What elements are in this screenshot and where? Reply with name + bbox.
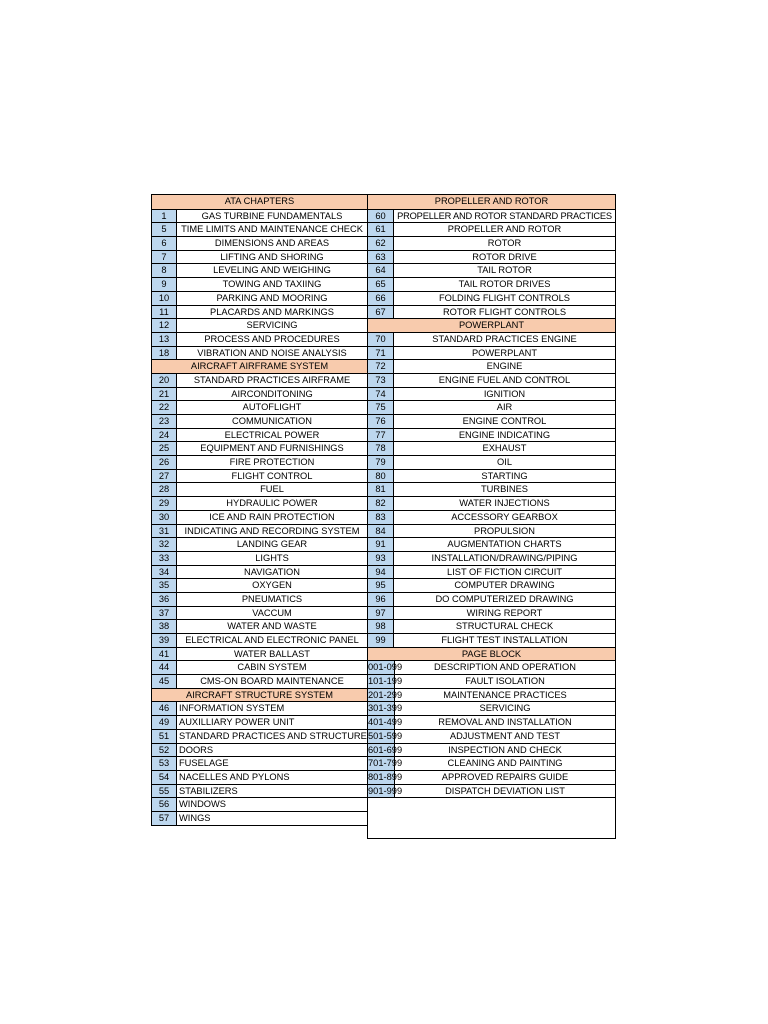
chapter-row [152,400,367,414]
chapter-title: PROPELLER AND ROTOR [447,224,562,235]
chapter-title: LIFTING AND SHORING [220,251,324,262]
chapter-number: 94 [368,566,394,579]
chapter-number: 60 [368,210,394,223]
chapter-title: WIRING REPORT [466,607,543,618]
chapter-row [368,701,615,715]
chapter-title: REMOVAL AND INSTALLATION [438,717,572,728]
chapter-row [152,729,367,743]
chapter-number: 54 [152,771,177,784]
chapter-title: SERVICING [479,703,531,714]
chapter-row [152,784,367,798]
chapter-title: PLACARDS AND MARKINGS [210,306,334,317]
chapter-number: 46 [152,702,177,715]
chapter-row [368,346,615,360]
chapter-number: 95 [368,579,394,592]
chapter-title: PROPELLER AND ROTOR STANDARD PRACTICES [397,210,612,221]
chapter-row [368,455,615,469]
chapter-title: PROCESS AND PROCEDURES [204,333,340,344]
chapter-title: CMS-ON BOARD MAINTENANCE [200,676,344,687]
chapter-title: VIBRATION AND NOISE ANALYSIS [197,347,347,358]
chapter-number: 25 [152,442,177,455]
chapter-row [368,633,615,647]
chapter-number: 62 [368,237,394,250]
chapter-title: ROTOR FLIGHT CONTROLS [442,306,567,317]
chapter-row [368,688,615,702]
chapter-row [152,701,367,715]
chapter-title: STANDARD PRACTICES AIRFRAME [193,374,351,385]
chapter-title: AIRCONDITONING [231,388,313,399]
chapter-title: STABILIZERS [179,785,238,796]
chapter-number: 45 [152,675,177,688]
section-header-label: ATA CHAPTERS [224,196,295,206]
chapter-row [368,756,615,770]
chapter-number: 79 [368,456,394,469]
chapter-row [368,729,615,743]
chapter-row [152,811,367,825]
chapter-number: 38 [152,620,177,633]
chapter-row [152,797,367,811]
chapter-title: ENGINE FUEL AND CONTROL [438,374,571,385]
chapter-row [368,222,615,236]
chapter-number: 66 [368,292,394,305]
chapter-number: 36 [152,593,177,606]
chapter-title: EXHAUST [482,443,527,454]
chapter-title: STARTING [481,470,528,481]
chapter-title: LANDING GEAR [236,539,308,550]
chapter-number: 29 [152,497,177,510]
chapter-title: OXYGEN [252,580,292,591]
chapter-title: WATER INJECTIONS [459,498,550,509]
chapter-row [152,551,367,565]
chapter-number: 49 [152,716,177,729]
chapter-row [368,209,615,223]
chapter-title: PARKING AND MOORING [216,292,328,303]
chapter-row [152,565,367,579]
chapter-row [152,428,367,442]
chapter-row [368,660,615,674]
chapter-row [368,715,615,729]
chapter-title: TAIL ROTOR [477,265,532,276]
chapter-number: 57 [152,812,177,825]
chapter-row [152,414,367,428]
section-header [368,647,615,661]
chapter-row [368,263,615,277]
chapter-number: 74 [368,388,394,401]
chapter-number: 31 [152,525,177,538]
chapter-row [152,578,367,592]
chapter-number: 10 [152,292,177,305]
chapter-row [368,359,615,373]
chapter-title: WINGS [179,812,211,823]
chapter-title: ENGINE [486,361,523,372]
chapter-number: 97 [368,607,394,620]
chapter-title: AUTOFLIGHT [242,402,302,413]
section-header-label: PAGE BLOCK [461,648,522,659]
chapter-title: ENGINE INDICATING [458,429,551,440]
section-header [368,195,615,209]
chapter-title: TOWING AND TAXIING [222,279,322,290]
chapter-number: 56 [152,798,177,811]
chapter-row [368,441,615,455]
chapter-number: 78 [368,442,394,455]
chapter-title: DO COMPUTERIZED DRAWING [435,593,574,604]
section-header-label: POWERPLANT [458,320,525,331]
chapter-title: HYDRAULIC POWER [226,498,318,509]
chapter-title: NACELLES AND PYLONS [179,771,290,782]
chapter-number: 70 [368,333,394,346]
chapter-row [368,236,615,250]
chapter-title: OIL [497,457,512,468]
chapter-number: 28 [152,483,177,496]
chapter-title: POWERPLANT [471,347,538,358]
chapter-title: INFORMATION SYSTEM [179,703,285,714]
chapter-title: DIMENSIONS AND AREAS [214,238,330,249]
chapter-number: 39 [152,634,177,647]
chapter-row [368,482,615,496]
chapter-title: FAULT ISOLATION [465,676,545,687]
chapter-row [152,715,367,729]
chapter-title: COMPUTER DRAWING [454,580,555,591]
chapter-row [152,592,367,606]
chapter-row [152,332,367,346]
chapter-number: 22 [152,401,177,414]
chapter-title: DESCRIPTION AND OPERATION [434,662,576,673]
chapter-row [152,510,367,524]
chapter-number: 75 [368,401,394,414]
chapter-title: TAIL ROTOR DRIVES [458,279,551,290]
chapter-title: TURBINES [480,484,528,495]
chapter-row [368,565,615,579]
chapter-number: 27 [152,470,177,483]
chapter-row [368,387,615,401]
chapter-row [152,250,367,264]
chapter-number: 30 [152,511,177,524]
chapter-row [152,318,367,332]
chapter-row [152,674,367,688]
chapter-title: STRUCTURAL CHECK [455,621,554,632]
chapter-title: FUEL [260,484,284,495]
chapter-number: 9 [152,278,177,291]
chapter-number: 77 [368,429,394,442]
chapter-number: 5 [152,223,177,236]
chapter-row [152,469,367,483]
chapter-row [152,743,367,757]
chapter-title: ELECTRICAL AND ELECTRONIC PANEL [185,635,359,645]
chapter-number: 44 [152,661,177,674]
chapter-number: 55 [152,785,177,798]
chapter-row [152,455,367,469]
chapter-row [152,236,367,250]
chapter-row [152,441,367,455]
chapter-title: EQUIPMENT AND FURNISHINGS [200,443,344,454]
chapter-number: 34 [152,566,177,579]
chapter-number: 101-199 [368,676,403,687]
chapter-number: 83 [368,511,394,524]
chapter-title: COMMUNICATION [232,416,312,426]
chapter-title: AIR [496,402,513,413]
chapter-title: WATER AND WASTE [227,621,317,632]
chapter-number: 82 [368,497,394,510]
chapter-row [152,770,367,784]
chapter-number: 52 [152,744,177,757]
chapter-number: 901-999 [368,785,403,796]
chapter-number: 301-399 [368,703,403,714]
chapter-row [152,263,367,277]
chapter-title: FOLDING FLIGHT CONTROLS [438,292,571,303]
section-header [152,688,367,702]
chapter-title: SERVICING [246,320,298,331]
chapter-title: PROPULSION [474,525,535,536]
chapter-row [152,373,367,387]
chapter-row [152,305,367,319]
chapter-row [368,469,615,483]
chapter-number: 701-799 [368,758,403,769]
chapter-number: 91 [368,538,394,551]
chapter-title: WATER BALLAST [234,648,310,659]
chapter-title: LEVELING AND WEIGHING [213,265,331,276]
chapter-row [152,647,367,661]
chapter-number: 63 [368,251,394,264]
chapter-title: LIGHTS [255,552,289,563]
chapter-row [152,387,367,401]
chapter-row [368,619,615,633]
chapter-row [368,537,615,551]
chapter-number: 26 [152,456,177,469]
chapter-row [152,756,367,770]
chapter-title: STANDARD PRACTICES ENGINE [432,333,577,344]
chapter-row [368,373,615,387]
chapter-row [152,277,367,291]
chapter-title: ROTOR [487,238,522,249]
chapter-title: AUGMENTATION CHARTS [447,539,562,550]
chapter-row [368,291,615,305]
section-header [368,318,615,332]
chapter-row [368,332,615,346]
chapter-number: 96 [368,593,394,606]
chapter-title: FLIGHT TEST INSTALLATION [441,635,568,645]
empty-cell [368,797,615,838]
chapter-row [152,633,367,647]
chapter-number: 11 [152,306,177,319]
chapter-title: ELECTRICAL POWER [224,429,320,440]
chapter-number: 73 [368,374,394,387]
chapter-title: IGNITION [483,388,526,399]
chapter-number: 53 [152,757,177,770]
chapter-number: 81 [368,483,394,496]
chapter-title: WINDOWS [179,799,226,810]
chapter-number: 1 [152,210,177,223]
chapter-title: DISPATCH DEVIATION LIST [445,785,565,796]
chapter-title: INDICATING AND RECORDING SYSTEM [184,525,360,536]
section-header-label: AIRCRAFT AIRFRAME SYSTEM [190,361,329,372]
section-header-label: PROPELLER AND ROTOR [434,196,549,206]
chapter-number: 601-699 [368,744,403,755]
chapter-row [152,524,367,538]
chapter-number: 41 [152,648,177,661]
chapter-title: INSTALLATION/DRAWING/PIPING [431,552,578,563]
chapter-title: ADJUSTMENT AND TEST [449,730,561,741]
chapter-title: ROTOR DRIVE [472,251,537,262]
chapter-number: 33 [152,552,177,565]
chapter-number: 21 [152,388,177,401]
chapter-number: 72 [368,360,394,373]
ata-chapters-table-right [367,194,616,839]
chapter-row [368,400,615,414]
chapter-title: PNEUMATICS [241,593,303,604]
chapter-title: VACCUM [252,607,292,618]
chapter-row [368,578,615,592]
chapter-number: 18 [152,347,177,360]
chapter-title: ENGINE CONTROL [462,416,547,426]
chapter-number: 001-099 [368,662,403,673]
chapter-row [368,743,615,757]
chapter-row [368,277,615,291]
chapter-row [368,524,615,538]
chapter-row [368,784,615,798]
chapter-title: INSPECTION AND CHECK [448,744,562,755]
chapter-number: 80 [368,470,394,483]
chapter-title: FIRE PROTECTION [229,457,315,468]
chapter-number: 13 [152,333,177,346]
section-header [152,195,367,209]
chapter-number: 98 [368,620,394,633]
chapter-row [152,346,367,360]
chapter-row [152,222,367,236]
chapter-row [152,537,367,551]
chapter-title: CLEANING AND PAINTING [447,758,563,769]
chapter-row [368,428,615,442]
chapter-title: DOORS [179,744,214,755]
chapter-number: 67 [368,306,394,319]
chapter-row [368,496,615,510]
chapter-number: 20 [152,374,177,387]
chapter-title: AUXILLIARY POWER UNIT [179,717,295,728]
chapter-title: APPROVED REPAIRS GUIDE [441,771,569,782]
chapter-number: 51 [152,730,177,743]
chapter-row [368,770,615,784]
chapter-title: GAS TURBINE FUNDAMENTALS [201,210,343,221]
chapter-number: 71 [368,347,394,360]
ata-chapters-table-left [151,194,368,826]
chapter-title: NAVIGATION [244,566,300,577]
chapter-title: TIME LIMITS AND MAINTENANCE CHECK [181,224,363,235]
chapter-row [368,674,615,688]
chapter-number: 23 [152,415,177,428]
chapter-title: ICE AND RAIN PROTECTION [209,511,335,522]
chapter-number: 84 [368,525,394,538]
chapter-row [152,619,367,633]
chapter-number: 401-499 [368,717,403,728]
chapter-number: 37 [152,607,177,620]
chapter-row [152,660,367,674]
chapter-number: 65 [368,278,394,291]
chapter-row [368,551,615,565]
chapter-row [368,250,615,264]
chapter-number: 201-299 [368,689,403,700]
chapter-number: 64 [368,264,394,277]
chapter-number: 99 [368,634,394,647]
chapter-title: STANDARD PRACTICES AND STRUCTURE [179,730,367,741]
chapter-title: MAINTENANCE PRACTICES [443,689,567,700]
chapter-row [152,209,367,223]
chapter-row [368,305,615,319]
section-header [152,359,367,373]
chapter-row [368,414,615,428]
chapter-number: 24 [152,429,177,442]
chapter-title: ACCESSORY GEARBOX [451,511,558,522]
section-header-label: AIRCRAFT STRUCTURE SYSTEM [185,689,334,700]
chapter-number: 32 [152,538,177,551]
chapter-row [368,510,615,524]
chapter-number: 7 [152,251,177,264]
chapter-title: LIST OF FICTION CIRCUIT [446,566,562,577]
chapter-title: FLIGHT CONTROL [231,470,313,481]
chapter-number: 35 [152,579,177,592]
chapter-row [152,606,367,620]
chapter-title: CABIN SYSTEM [237,662,307,673]
chapter-number: 76 [368,415,394,428]
chapter-number: 12 [152,319,177,332]
chapter-number: 61 [368,223,394,236]
chapter-row [152,496,367,510]
chapter-number: 8 [152,264,177,277]
chapter-row [368,606,615,620]
chapter-number: 6 [152,237,177,250]
chapter-title: FUSELAGE [179,758,229,769]
chapter-number: 501-599 [368,730,403,741]
chapter-number: 801-899 [368,771,403,782]
chapter-row [152,482,367,496]
chapter-row [368,592,615,606]
chapter-number: 93 [368,552,394,565]
chapter-row [152,291,367,305]
